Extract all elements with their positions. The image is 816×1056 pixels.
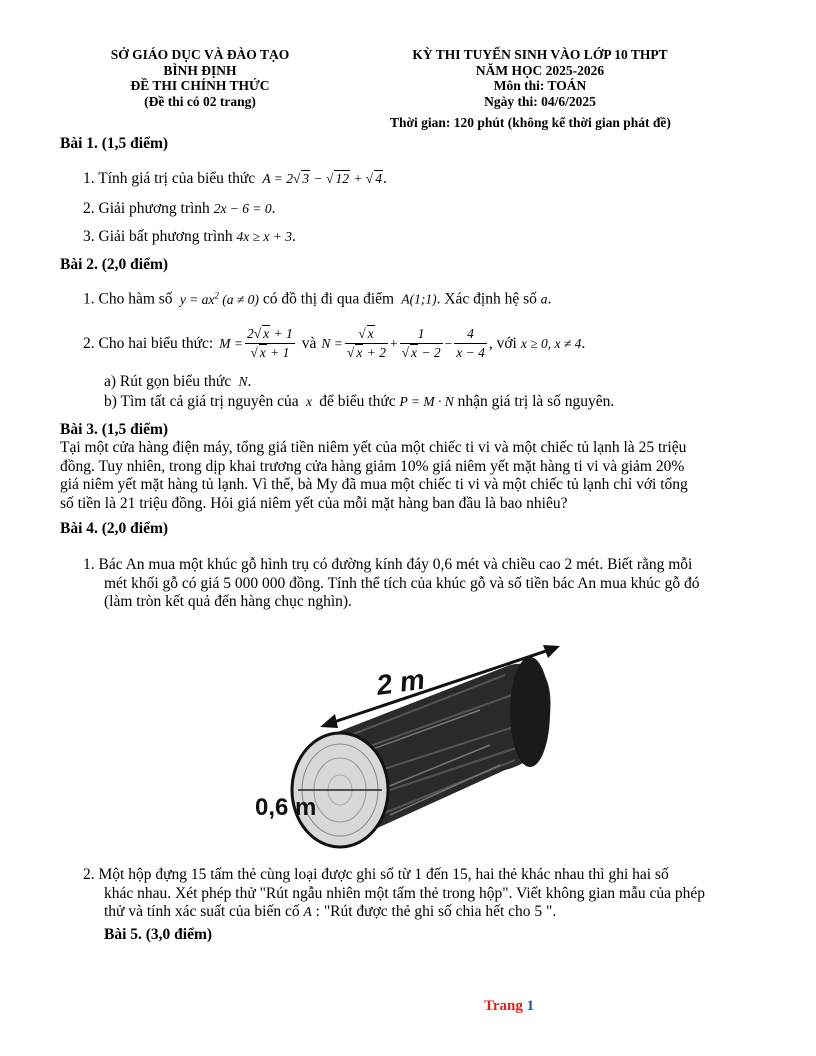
bai4-q1-line: 1. Bác An mua một khúc gỗ hình trụ có đường kính đáy 0,6 mét và chiều cao 2 mét. Biết rằng mỗi	[83, 556, 693, 573]
bai2-b-mid: để biểu thức	[319, 393, 396, 410]
fraction-n3: $\frac{4}{x - 4}$	[456, 326, 485, 360]
bai4-q1-line: (làm tròn kết quả đến hàng chục nghìn).	[104, 593, 352, 610]
bai4-q2-event-var: A	[303, 904, 312, 919]
bai5-title: Bài 5. (3,0 điểm)	[104, 926, 213, 943]
bai1-q2: 2. Giải phương trình 2x − 6 = 0.	[83, 200, 276, 217]
bai1-q2-expr: 2x − 6 = 0	[213, 201, 272, 216]
log-diameter-label: 0,6 m	[255, 794, 317, 821]
header-right	[370, 47, 710, 109]
exam-duration: Thời gian: 120 phút (không kể thời gian phát đề)	[390, 115, 671, 130]
bai4-q1	[83, 556, 700, 612]
bai4-q2-line: khác nhau. Xét phép thử "Rút ngẫu nhiên một tấm thẻ trong hộp". Viết không gian mẫu của phép	[104, 884, 705, 902]
bai2-q2-cond-expr: x ≥ 0, x ≠ 4	[520, 335, 582, 351]
fraction-m: $\frac{2√ x + 1}{√ x + 1}$	[246, 326, 293, 360]
bai4-q2	[83, 866, 705, 922]
exam-date: Ngày thi: 04/6/2025	[484, 93, 596, 109]
bai1-q1: 1. Tính giá trị của biểu thức A = 2√ 3 − √ 12 + √ 4.	[83, 170, 387, 187]
bai2-q2-and: và	[301, 334, 317, 352]
bai2-q1-mid: có đồ thị đi qua điểm	[262, 290, 395, 308]
log-figure	[250, 640, 560, 855]
bai2-q1-pre: 1. Cho hàm số	[83, 290, 173, 308]
bai2-q2-cond: , với	[488, 334, 517, 352]
bai2-q2: 2. Cho hai biểu thức: M = $\frac{2√ x + 1}{√ x + 1}$ và N = $\frac{√ x}{√ x + 2}$ + $\frac{1}{√ x - 2}$ − $\frac{4}{x - 4}$ , với x ≥ 0, x ≠ 4 .	[83, 326, 586, 360]
bai1-q3-expr: 4x ≥ x + 3	[236, 229, 293, 244]
bai2-title: Bài 2. (2,0 điểm)	[60, 256, 169, 273]
bai3-line: số tiền là 21 triệu đồng. Hỏi giá niêm yết của mỗi mặt hàng ban đầu là bao nhiêu?	[60, 494, 568, 512]
bai4-q2-last-pre: thử và tính xác suất của biến cố	[104, 903, 300, 920]
exam-official-label: ĐỀ THI CHÍNH THỨC	[130, 78, 270, 93]
page-footer	[484, 998, 534, 1015]
bai2-q1-func: $y = ax^2$ (a ≠ 0)	[176, 290, 259, 307]
bai3-body	[60, 439, 770, 513]
bai2-q1: 1. Cho hàm số $y = ax^2$ (a ≠ 0) có đồ thị đi qua điểm A(1;1). Xác định hệ số a.	[83, 290, 552, 308]
province-name: BÌNH ĐỊNH	[163, 62, 237, 78]
bai4-q2-last-post: : "Rút được thẻ ghi số chia hết cho 5 ".	[315, 903, 557, 920]
page-count-note: (Đề thi có 02 trang)	[144, 93, 256, 109]
bai3-line: đồng. Tuy nhiên, trong dịp khai trương cửa hàng giảm 10% giá niêm yết mặt hàng ti vi và giảm 20%	[60, 457, 685, 475]
fraction-n1: $\frac{√ x}{√ x + 2}$	[346, 326, 386, 360]
bai2-q1-coef: a	[540, 291, 548, 307]
bai2-q2-pre: 2. Cho hai biểu thức:	[83, 334, 214, 352]
header-left	[60, 47, 340, 109]
bai4-q2-line: 2. Một hộp đựng 15 tấm thẻ cùng loại được ghi số từ 1 đến 15, hai thẻ khác nhau thì ghi hai số	[83, 866, 669, 883]
bai1-q1-text: 1. Tính giá trị của biểu thức	[83, 170, 256, 187]
fraction-n2: $\frac{1}{√ x - 2}$	[401, 326, 441, 360]
bai4-q2-line-last	[83, 903, 705, 922]
bai2-a: a) Rút gọn biểu thức N.	[104, 373, 252, 390]
bai2-b: b) Tìm tất cả giá trị nguyên của x để biểu thức P = M · N nhận giá trị là số nguyên.	[104, 393, 615, 410]
bai3-line: giá niêm yết mặt hàng tủ lạnh. Vì thế, bà My đã mua một chiếc ti vi và một chiếc tủ lạnh chỉ với tổng	[60, 476, 688, 493]
school-year: NĂM HỌC 2025-2026	[475, 62, 605, 78]
subject: Môn thi: TOÁN	[493, 78, 587, 93]
bai1-title: Bài 1. (1,5 điểm)	[60, 135, 169, 152]
bai2-b-post: nhận giá trị là số nguyên.	[457, 393, 615, 410]
bai3-title: Bài 3. (1,5 điểm)	[60, 421, 169, 438]
bai1-q2-text: 2. Giải phương trình	[83, 200, 210, 217]
log-length-label: 2 m	[374, 663, 427, 701]
page-word: Trang	[484, 998, 523, 1014]
bai2-b-expr: P = M · N	[399, 394, 454, 409]
bai1-q3: 3. Giải bất phương trình 4x ≥ x + 3.	[83, 228, 296, 245]
cylinder-log-illustration	[250, 640, 560, 855]
bai1-q1-expr: A = 2√ 3 − √ 12 + √ 4	[259, 171, 382, 186]
bai2-q1-post: . Xác định hệ số	[436, 290, 537, 308]
page-number: 1	[526, 998, 535, 1014]
bai3-line: Tại một cửa hàng điện máy, tổng giá tiền niêm yết của một chiếc ti vi và một chiếc tủ lạnh là 25 triệu	[60, 439, 687, 456]
bai2-q1-point: A(1;1)	[397, 291, 437, 307]
bai1-q3-text: 3. Giải bất phương trình	[83, 228, 233, 245]
bai2-a-text: a) Rút gọn biểu thức	[104, 373, 232, 390]
department-name: SỞ GIÁO DỤC VÀ ĐÀO TẠO	[110, 47, 290, 62]
exam-title: KỲ THI TUYỂN SINH VÀO LỚP 10 THPT	[412, 47, 668, 62]
bai2-b-pre: b) Tìm tất cả giá trị nguyên của	[104, 393, 299, 410]
bai4-title: Bài 4. (2,0 điểm)	[60, 520, 169, 537]
bai4-q1-line: mét khối gỗ có giá 5 000 000 đồng. Tính thể tích của khúc gỗ và số tiền bác An mua khúc gỗ đó	[104, 574, 700, 592]
